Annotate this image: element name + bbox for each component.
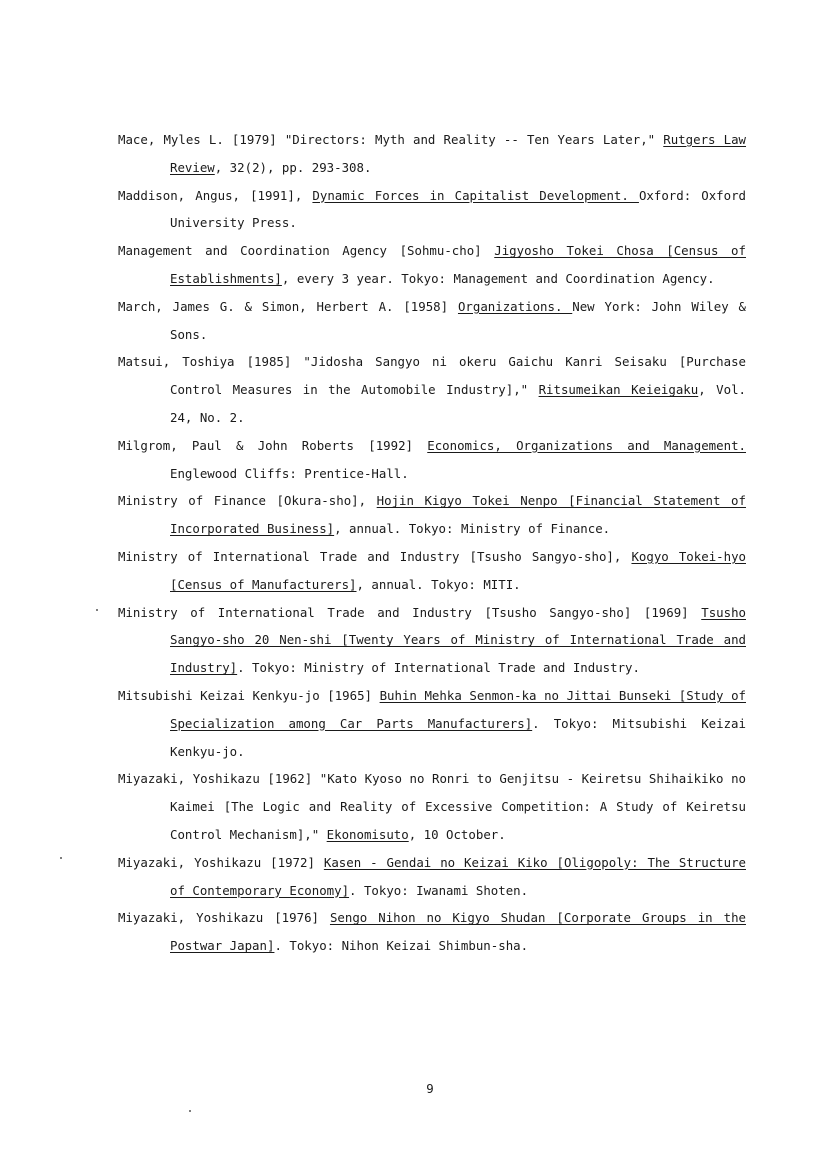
reference-title: Ekonomisuto [326,826,409,842]
reference-text: . Tokyo: Ministry of International Trade and Industry. [237,660,640,676]
reference-entry [118,293,746,349]
reference-entry [118,904,746,960]
reference-text: Miyazaki, Yoshikazu [1976] [118,910,330,926]
reference-title: Sengo Nihon no Kigyo Shudan [Corporate Groups in the Postwar Japan] [170,910,746,954]
reference-text: , Vol. 24, No. 2. [170,382,746,425]
reference-title: Kasen - Gendai no Keizai Kiko [Oligopoly: The Structure of Contemporary Economy] [170,854,746,898]
reference-title: Ritsumeikan Keieigaku [538,382,699,398]
reference-text: Mace, Myles L. [1979] "Directors: Myth and Reality -- Ten Years Later," [118,132,664,147]
reference-title: Organizations. [457,298,573,314]
scan-speck [96,609,98,611]
reference-text: , annual. Tokyo: MITI. [356,576,521,592]
reference-text: Englewood Cliffs: Prentice-Hall. [170,465,409,481]
reference-text: , annual. Tokyo: Ministry of Finance. [334,521,611,537]
reference-text: Maddison, Angus, [1991], [118,187,313,203]
reference-text: Miyazaki, Yoshikazu [1962] "Kato Kyoso no Ronri to Genjitsu - Keiretsu Shihaikiko no Kaimei [The Logic and Reality of Excessive Competition: A Study of Keiretsu Control Mechanism]," [118,771,746,842]
reference-entry [118,487,746,543]
reference-text: Ministry of Finance [Okura-sho], [118,493,377,509]
reference-title: Economics, Organizations and Management. [427,437,746,453]
reference-text: Matsui, Toshiya [1985] "Jidosha Sangyo ni okeru Gaichu Kanri Seisaku [Purchase Control Measures in the Automobile Industry]," [118,354,746,398]
reference-text: , every 3 year. Tokyo: Management and Coordination Agency. [281,270,715,286]
reference-entry [118,765,746,848]
reference-title: Rutgers Law Review [170,132,747,175]
reference-text: Miyazaki, Yoshikazu [1972] [118,854,324,870]
reference-entry [118,348,746,431]
reference-title: Hojin Kigyo Tokei Nenpo [Financial Statement of Incorporated Business] [170,493,746,537]
reference-title: Kogyo Tokei-hyo [Census of Manufacturers] [170,548,746,592]
reference-text: , 32(2), pp. 293-308. [214,159,372,175]
reference-text: . Tokyo: Mitsubishi Keizai Kenkyu-jo. [170,715,746,759]
reference-entry [118,849,746,905]
reference-title: Buhin Mehka Senmon-ka no Jittai Bunseki [Study of Specialization among Car Parts Manufacturers] [170,687,746,731]
reference-text: Mitsubishi Keizai Kenkyu-jo [1965] [118,687,380,703]
page-number: 9 [426,1081,434,1096]
scan-speck [60,857,62,859]
reference-text: New York: John Wiley & Sons. [170,298,746,342]
reference-text: Management and Coordination Agency [Sohmu-cho] [118,243,495,259]
reference-entry [118,432,746,488]
reference-text: Oxford: Oxford University Press. [170,187,747,231]
reference-text: . Tokyo: Nihon Keizai Shimbun-sha. [274,938,529,954]
reference-entry [118,543,746,599]
reference-list [118,126,746,960]
reference-text: Ministry of International Trade and Industry [Tsusho Sangyo-sho] [1969] [118,604,702,620]
reference-entry [118,599,746,682]
reference-entry [118,682,746,765]
reference-text: , 10 October. [408,826,506,842]
reference-title: Jigyosho Tokei Chosa [Census of Establishments] [170,243,746,286]
reference-text: Milgrom, Paul & John Roberts [1992] [118,437,428,453]
reference-text: Ministry of International Trade and Industry [Tsusho Sangyo-sho], [118,548,632,564]
reference-entry [118,182,746,238]
reference-entry [118,237,746,293]
reference-title: Tsusho Sangyo-sho 20 Nen-shi [Twenty Years of Ministry of International Trade and Industry] [170,604,746,676]
reference-text: March, James G. & Simon, Herbert A. [1958] [118,298,458,314]
reference-entry [118,126,746,182]
reference-title: Dynamic Forces in Capitalist Development. [312,187,639,203]
scan-speck [189,1110,191,1112]
reference-text: . Tokyo: Iwanami Shoten. [349,882,529,898]
